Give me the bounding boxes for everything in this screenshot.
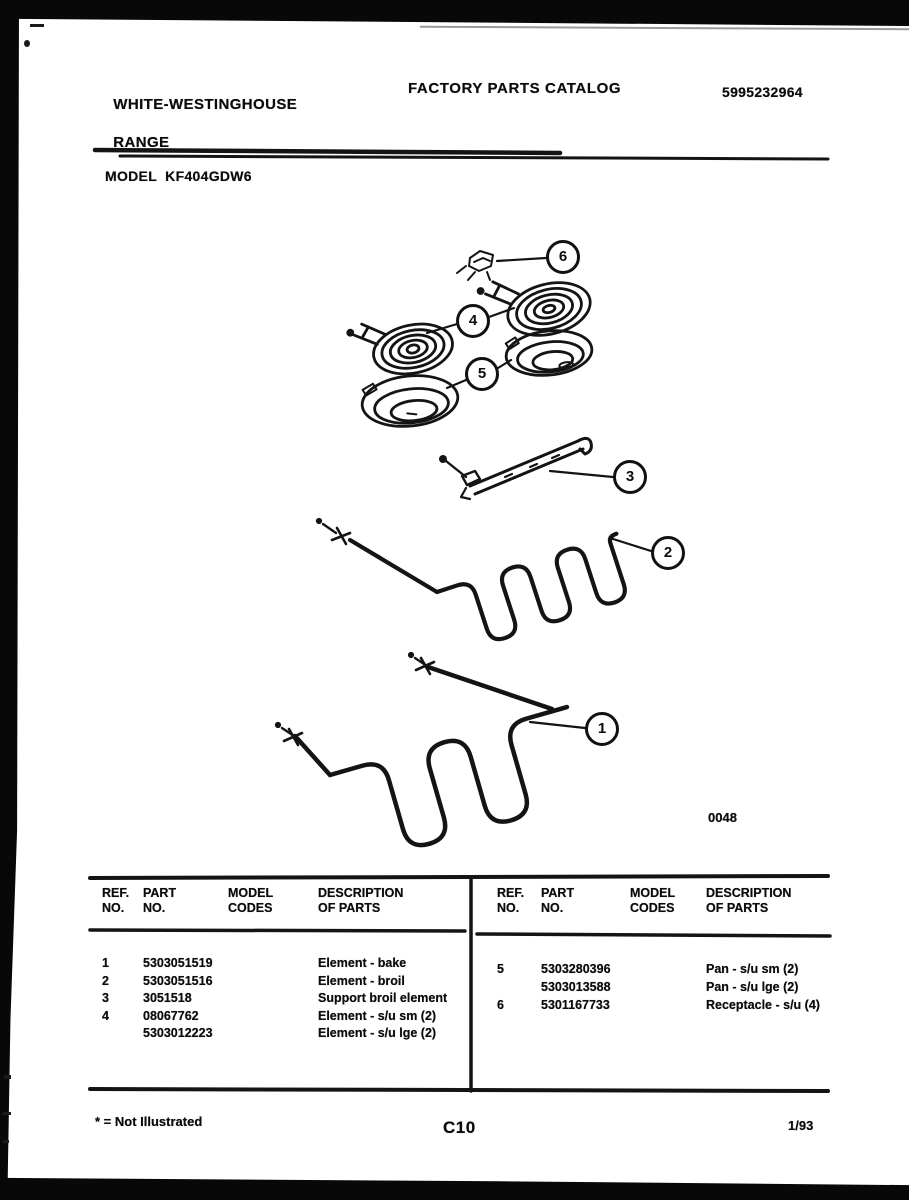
page-number: C10 — [443, 1118, 476, 1137]
table-row: 2 5303051516 Element - broil — [102, 974, 405, 988]
figure-number: 0048 — [708, 810, 737, 825]
scan-speck — [2, 1112, 11, 1115]
col-header-part: PART NO. — [541, 886, 575, 915]
scan-speck — [24, 40, 30, 47]
publication-number: 5995232964 — [722, 84, 803, 100]
parts-table-right — [477, 0, 832, 1200]
col-header-part: PART NO. — [143, 886, 177, 915]
date-code: 1/93 — [788, 1118, 814, 1133]
table-row: 3 3051518 Support broil element — [102, 991, 448, 1005]
brand-line1: WHITE-WESTINGHOUSE — [113, 96, 298, 113]
col-header-ref: REF. NO. — [497, 886, 525, 915]
table-row: 5303012223 Element - s/u lge (2) — [143, 1026, 437, 1040]
table-row: 5303013588 Pan - s/u lge (2) — [541, 980, 799, 994]
scan-speck — [4, 1075, 11, 1079]
parts-table-left — [90, 0, 471, 1200]
callout-6: 6 — [546, 240, 580, 274]
callout-4: 4 — [456, 304, 490, 338]
table-row: 6 5301167733 Receptacle - s/u (4) — [497, 998, 820, 1012]
callout-5: 5 — [465, 357, 499, 391]
page-title: FACTORY PARTS CATALOG — [408, 80, 622, 97]
callout-3: 3 — [613, 460, 647, 494]
col-header-model: MODEL CODES — [228, 886, 274, 915]
col-header-model: MODEL CODES — [630, 886, 676, 915]
col-header-desc: DESCRIPTION OF PARTS — [318, 886, 404, 915]
col-header-desc: DESCRIPTION OF PARTS — [706, 886, 792, 915]
not-illustrated-note: * = Not Illustrated — [95, 1114, 203, 1129]
scan-left-strip — [0, 0, 19, 1186]
table-row: 1 5303051519 Element - bake — [102, 956, 407, 970]
table-row: 4 08067762 Element - s/u sm (2) — [102, 1009, 437, 1023]
table-row: 5 5303280396 Pan - s/u sm (2) — [497, 962, 799, 976]
callout-1: 1 — [585, 712, 619, 746]
col-header-ref: REF. NO. — [102, 886, 130, 915]
scan-speck — [30, 24, 44, 27]
scan-speck — [3, 1140, 9, 1143]
brand-line2: RANGE — [113, 134, 170, 151]
model-label: MODEL KF404GDW6 — [105, 168, 252, 184]
callout-2: 2 — [651, 536, 685, 570]
